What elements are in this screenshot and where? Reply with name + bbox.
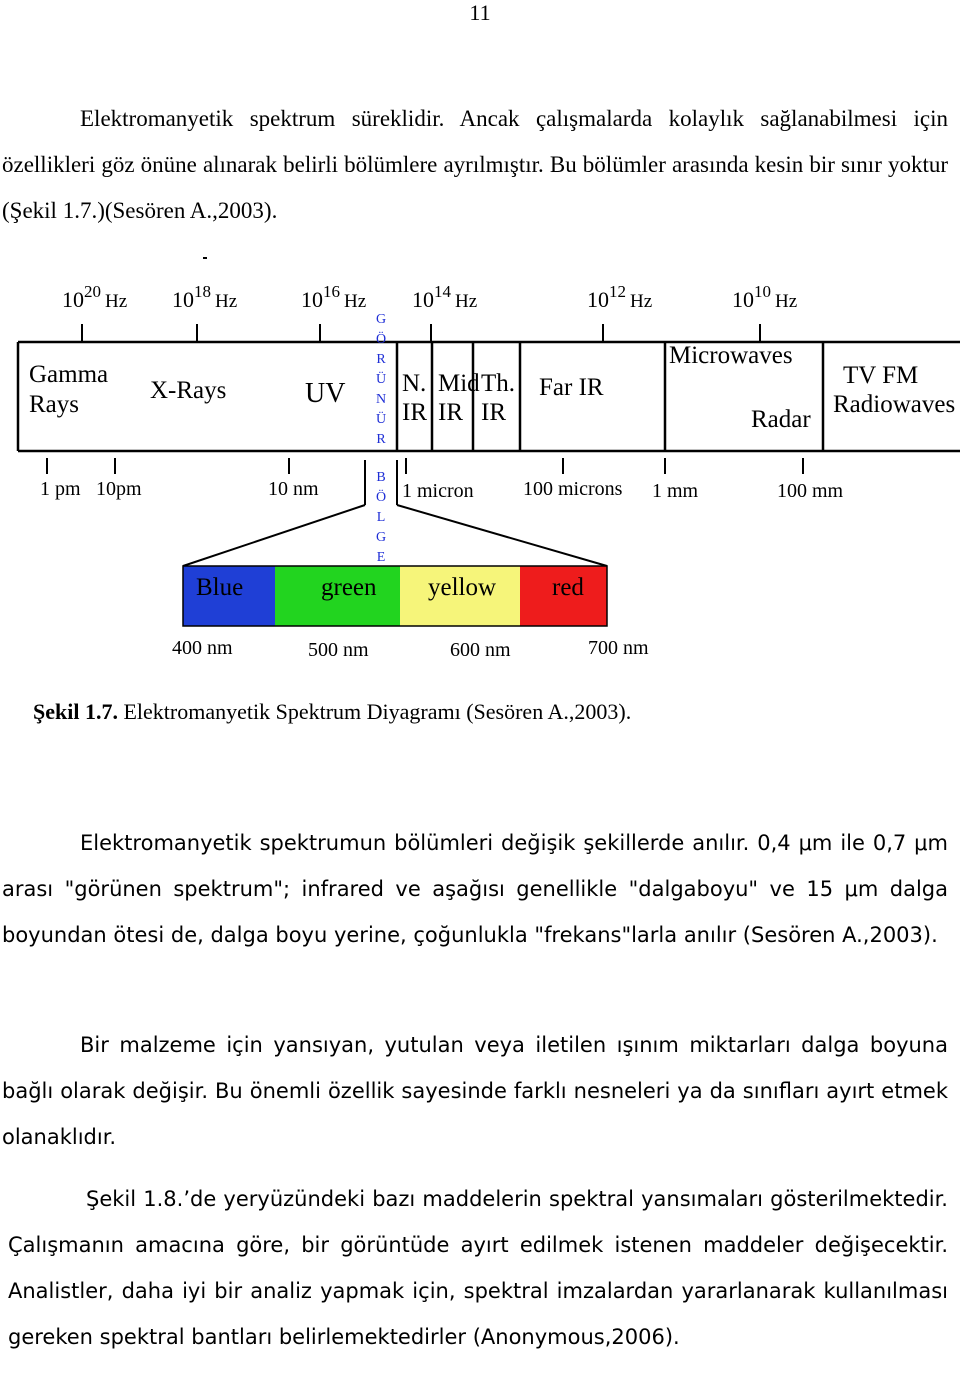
- label-radiowaves: Radiowaves: [833, 391, 956, 418]
- frequency-ticks: [82, 324, 760, 342]
- caption-text: Elektromanyetik Spektrum Diyagramı (Sesören A.,2003).: [117, 699, 632, 724]
- frequency-labels: [62, 282, 797, 312]
- label-uv: UV: [305, 378, 346, 409]
- paragraph-text: Şekil 1.8.’de yeryüzündeki bazı maddelerin spektral yansımaları gösterilmektedir. Çalışmanın amacına göre, bir görüntüde ayırt edilmek istenen maddeler değişecektir. Analistler, daha iyi bir analiz yapmak için, spektral imzalardan yararlanarak kullanılması gereken spektral bantları belirlemektedirler (Anonymous,2006).: [8, 1187, 948, 1349]
- visible-nm-labels: [172, 637, 649, 661]
- label-farir: Far IR: [539, 374, 604, 401]
- caption-label: Şekil 1.7.: [33, 699, 118, 724]
- gorunur-letter: Ö: [375, 332, 387, 347]
- nm-label: 700 nm: [588, 637, 649, 659]
- label-tvfm: TV FM: [843, 362, 919, 389]
- freq-label-12: $10^{12}$ Hz: [587, 282, 653, 312]
- zoom-line: [397, 505, 607, 566]
- gorunur-vertical-label: [376, 312, 386, 447]
- label-midir-1: Mid: [438, 370, 480, 397]
- band-label-yellow: yellow: [428, 574, 497, 601]
- bolge-letter: Ö: [375, 490, 387, 505]
- zoom-line: [183, 505, 365, 566]
- wavelength-label: 100 mm: [777, 480, 844, 502]
- paragraph-spectrum-parts: [2, 820, 948, 958]
- figure-caption: [33, 699, 631, 725]
- gorunur-letter: R: [376, 432, 386, 447]
- visible-zoom-lines: [183, 460, 607, 566]
- freq-label-20: $10^{20}$ Hz: [62, 282, 128, 312]
- bolge-letter: L: [376, 510, 386, 525]
- wavelength-label: 100 microns: [523, 478, 623, 500]
- band-label-red: red: [552, 574, 584, 601]
- nm-label: 600 nm: [450, 639, 511, 661]
- label-nir-1: N.: [402, 370, 427, 397]
- freq-label-16: $10^{16}$ Hz: [301, 282, 367, 312]
- stray-mark: [203, 257, 207, 259]
- bolge-letter: B: [376, 470, 386, 485]
- gorunur-letter: Ü: [375, 412, 387, 427]
- page-number: 11: [469, 0, 491, 25]
- label-thir-1: Th.: [481, 370, 516, 397]
- paragraph-spectrum-intro: [2, 96, 948, 234]
- wavelength-labels: [40, 478, 844, 502]
- gorunur-letter: Ü: [375, 372, 387, 387]
- wavelength-label: 10pm: [96, 478, 142, 500]
- band-label-blue: Blue: [196, 574, 244, 601]
- wavelength-label: 10 nm: [268, 478, 319, 500]
- label-rays: Rays: [29, 391, 79, 418]
- gorunur-letter: R: [376, 352, 386, 367]
- electromagnetic-spectrum-diagram: [0, 250, 960, 670]
- bolge-vertical-label: [376, 470, 386, 565]
- paragraph-text: Elektromanyetik spektrumun bölümleri değişik şekillerde anılır. 0,4 μm ile 0,7 μm arası "görünen spektrum"; infrared ve aşağısı genellikle "dalgaboyu" ve 15 μm dalga boyundan ötesi de, dalga boyu yerine, çoğunlukla "frekans"larla anılır (Sesören A.,2003).: [2, 831, 948, 947]
- wavelength-label: 1 micron: [402, 480, 474, 502]
- gorunur-letter: N: [375, 392, 387, 407]
- freq-label-10: $10^{10}$ Hz: [732, 282, 798, 312]
- bolge-letter: G: [375, 530, 387, 545]
- label-radar: Radar: [751, 406, 811, 433]
- bolge-letter: E: [376, 550, 386, 565]
- label-xrays: X-Rays: [150, 377, 227, 404]
- paragraph-text: Elektromanyetik spektrum süreklidir. Ancak çalışmalarda kolaylık sağlanabilmesi için özellikleri göz önüne alınarak belirli bölümlere ayrılmıştır. Bu bölümler arasında kesin bir sınır yoktur (Şekil 1.7.)(Sesören A.,2003).: [2, 106, 948, 223]
- paragraph-reflectance: [2, 1022, 948, 1160]
- label-gamma: Gamma: [29, 361, 109, 388]
- paragraph-figure-1-8: [8, 1176, 948, 1360]
- visible-bands: [183, 566, 607, 626]
- wavelength-label: 1 pm: [40, 478, 81, 500]
- freq-label-18: $10^{18}$ Hz: [172, 282, 238, 312]
- paragraph-text: Bir malzeme için yansıyan, yutulan veya iletilen ışınım miktarları dalga boyuna bağlı olarak değişir. Bu önemli özellik sayesinde farklı nesneleri ya da sınıfları ayırt etmek olanaklıdır.: [2, 1033, 948, 1149]
- gorunur-letter: G: [375, 312, 387, 327]
- band-label-green: green: [321, 574, 377, 601]
- freq-label-14: $10^{14}$ Hz: [412, 282, 478, 312]
- nm-label: 400 nm: [172, 637, 233, 659]
- label-nir-2: IR: [402, 399, 427, 426]
- wavelength-label: 1 mm: [652, 480, 699, 502]
- wavelength-ticks: [47, 458, 803, 474]
- label-midir-2: IR: [438, 399, 463, 426]
- nm-label: 500 nm: [308, 639, 369, 661]
- label-microwaves: Microwaves: [669, 342, 793, 369]
- region-labels: [29, 342, 955, 433]
- label-thir-2: IR: [481, 399, 506, 426]
